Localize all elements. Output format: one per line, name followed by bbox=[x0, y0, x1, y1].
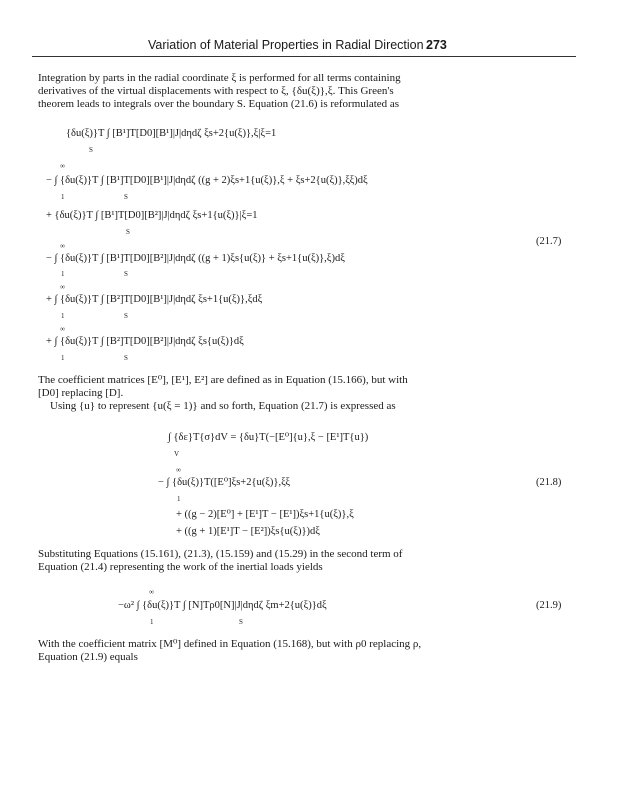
closing-paragraph bbox=[38, 638, 576, 664]
intro-line-2: derivatives of the virtual displacements with respect to ξ, {δu(ξ)},ξ. This Green's bbox=[38, 85, 394, 98]
subst-line-2: Equation (21.4) representing the work of the inertial loads yields bbox=[38, 561, 323, 574]
coefficient-paragraph bbox=[38, 374, 576, 414]
eq21-7-term-3: + {δu(ξ)}T ∫ [B¹]T[D0][B²]|J|dηdζ ξs+1{u(ξ)}|ξ=1 bbox=[46, 210, 258, 221]
limit-S: S bbox=[124, 312, 128, 320]
substitution-paragraph bbox=[38, 548, 576, 574]
limit-inf: ∞ bbox=[60, 162, 65, 170]
limit-inf: ∞ bbox=[176, 466, 181, 474]
limit-inf: ∞ bbox=[60, 242, 65, 250]
limit-inf: ∞ bbox=[60, 325, 65, 333]
eq21-8-line-4: + ((g + 1)[E¹]T − [E²])ξs{u(ξ)})dξ bbox=[176, 526, 320, 537]
eq21-7-term-4: − ∫ {δu(ξ)}T ∫ [B¹]T[D0][B²]|J|dηdζ ((g + 1)ξs{u(ξ)} + ξs+1{u(ξ)},ξ)dξ bbox=[46, 253, 345, 264]
limit-one: 1 bbox=[61, 193, 65, 201]
limit-S: S bbox=[126, 228, 130, 236]
limit-S: S bbox=[239, 618, 243, 626]
intro-paragraph bbox=[38, 72, 576, 112]
limit-inf: ∞ bbox=[60, 283, 65, 291]
limit-one: 1 bbox=[61, 312, 65, 320]
limit-V: V bbox=[174, 450, 180, 458]
limit-one: 1 bbox=[61, 270, 65, 278]
eq21-7-term-6: + ∫ {δu(ξ)}T ∫ [B²]T[D0][B²]|J|dηdζ ξs{u(ξ)}dξ bbox=[46, 336, 244, 347]
eq21-8-line-2: − ∫ {δu(ξ)}T([E⁰]ξs+2{u(ξ)},ξξ bbox=[158, 477, 291, 488]
limit-S: S bbox=[124, 270, 128, 278]
limit-inf: ∞ bbox=[149, 588, 154, 596]
eq21-7-term-5: + ∫ {δu(ξ)}T ∫ [B²]T[D0][B¹]|J|dηdζ ξs+1{u(ξ)},ξdξ bbox=[46, 294, 263, 305]
coef-line-1: The coefficient matrices [E⁰], [E¹], E²] are defined as in Equation (15.166), but with bbox=[38, 374, 408, 386]
eq21-9-body: −ω² ∫ {δu(ξ)}T ∫ [N]Tρ0[N]|J|dηdζ ξm+2{u(ξ)}dξ bbox=[118, 600, 327, 611]
closing-line-2: Equation (21.9) equals bbox=[38, 651, 138, 664]
eq21-7-term-2: − ∫ {δu(ξ)}T ∫ [B¹]T[D0][B¹]|J|dηdζ ((g + 2)ξs+1{u(ξ)},ξ + ξs+2{u(ξ)},ξξ)dξ bbox=[46, 175, 368, 186]
limit-S: S bbox=[89, 146, 93, 154]
subst-line-1: Substituting Equations (15.161), (21.3), (15.159) and (15.29) in the second term of bbox=[38, 548, 403, 560]
closing-line-1: With the coefficient matrix [M⁰] defined in Equation (15.168), but with ρ0 replacing ρ, bbox=[38, 638, 422, 650]
page-number: 273 bbox=[426, 38, 447, 52]
eq21-7-term-1: {δu(ξ)}T ∫ [B¹]T[D0][B¹]|J|dηdζ ξs+2{u(ξ)},ξ|ξ=1 bbox=[66, 128, 277, 139]
eq21-8-line-3: + ((g − 2)[E⁰] + [E¹]T − [E¹])ξs+1{u(ξ)},ξ bbox=[176, 509, 354, 520]
limit-S: S bbox=[124, 193, 128, 201]
header-rule bbox=[32, 56, 576, 57]
limit-S: S bbox=[124, 354, 128, 362]
limit-one: 1 bbox=[150, 618, 154, 626]
running-header-title: Variation of Material Properties in Radial Direction bbox=[148, 38, 424, 52]
eq21-8-line-1: ∫ {δε}T{σ}dV = {δu}T(−[E⁰]{u},ξ − [E¹]T{u}) bbox=[168, 432, 369, 443]
intro-line-1: Integration by parts in the radial coordinate ξ is performed for all terms containing bbox=[38, 72, 401, 84]
eq21-7-number: (21.7) bbox=[536, 236, 562, 247]
limit-one: 1 bbox=[61, 354, 65, 362]
limit-one: 1 bbox=[177, 495, 181, 503]
eq21-8-number: (21.8) bbox=[536, 477, 562, 488]
eq21-9-number: (21.9) bbox=[536, 600, 562, 611]
intro-line-3: theorem leads to integrals over the boundary S. Equation (21.6) is reformulated as bbox=[38, 98, 400, 111]
coef-line-3: Using {u} to represent {u(ξ = 1)} and so forth, Equation (21.7) is expressed as bbox=[50, 400, 396, 413]
coef-line-2: [D0] replacing [D]. bbox=[38, 387, 124, 400]
